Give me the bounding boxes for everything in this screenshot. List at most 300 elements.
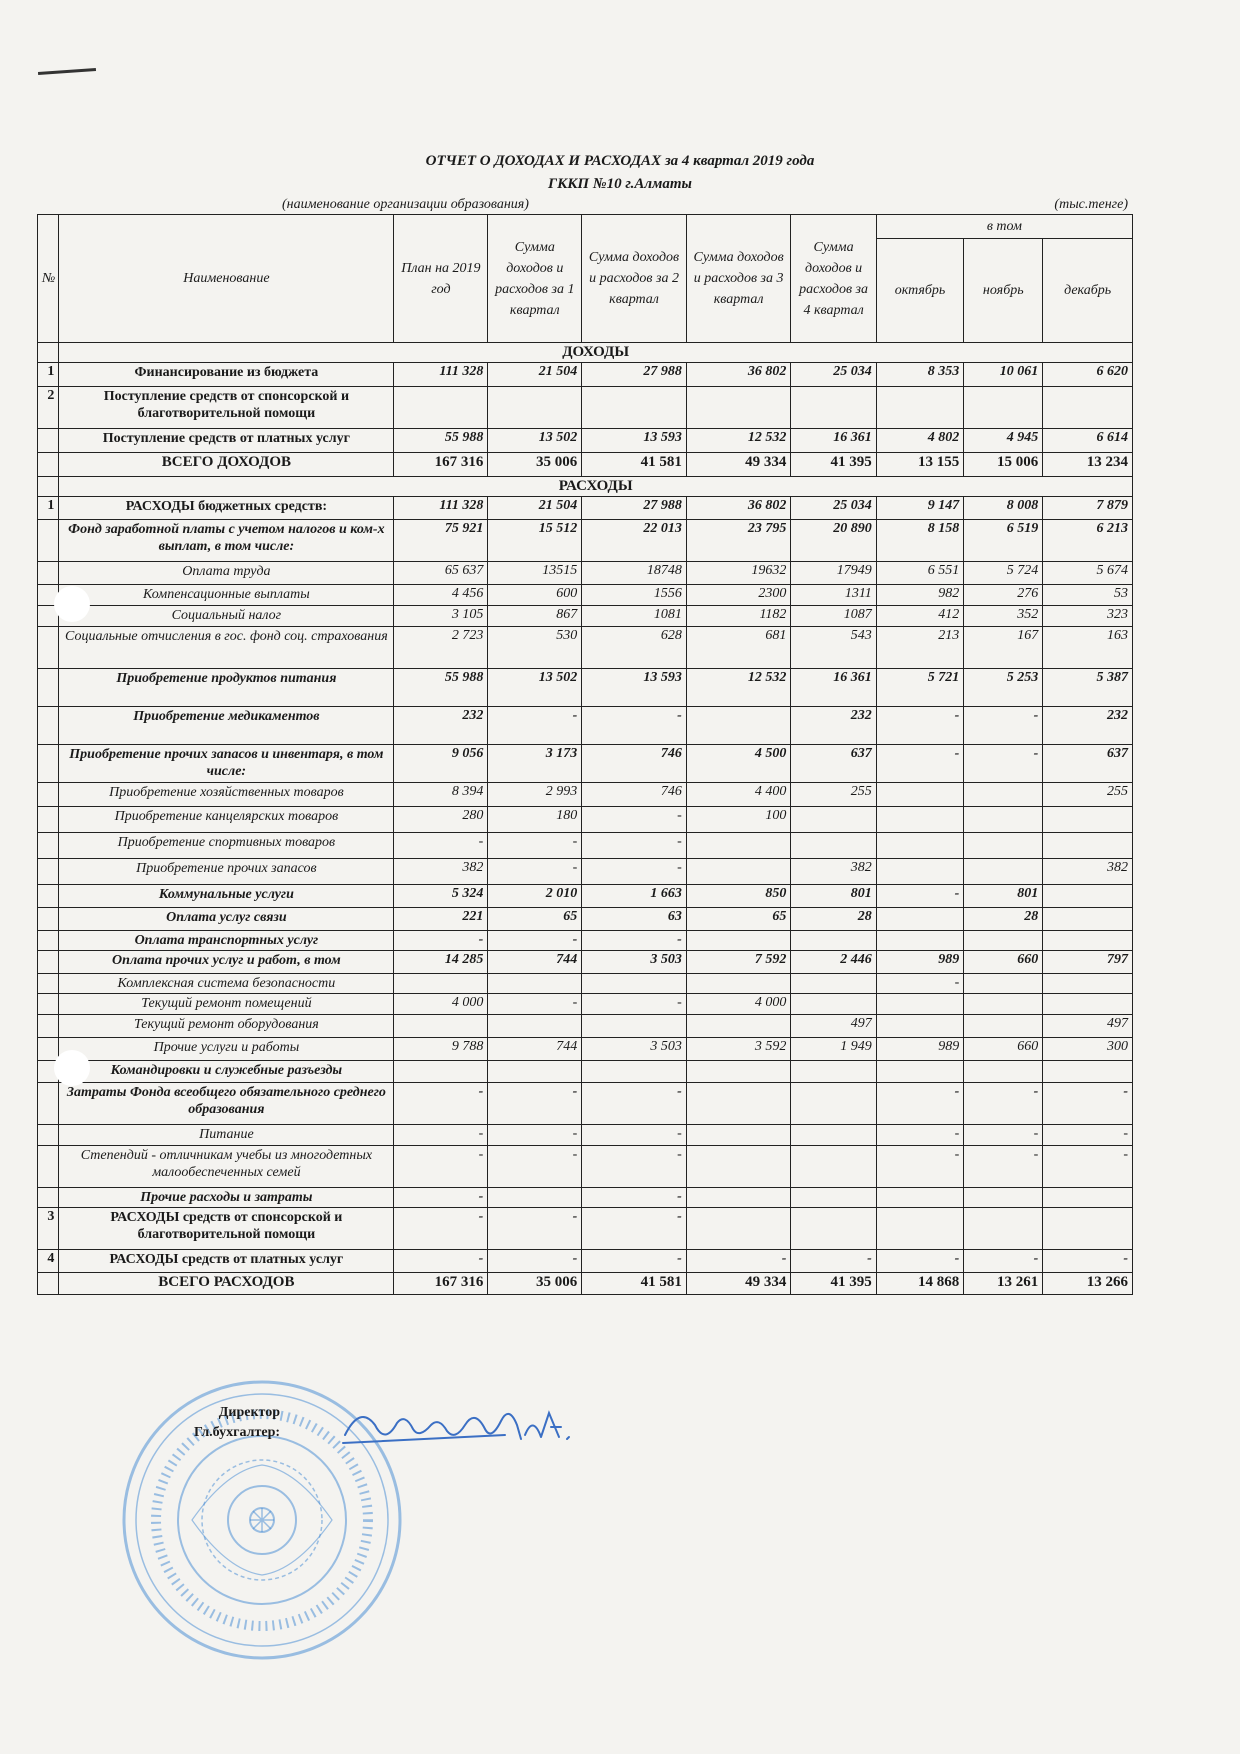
row-name: Текущий ремонт оборудования — [59, 1015, 394, 1038]
row-number — [38, 807, 59, 833]
cell-plan: 65 637 — [394, 562, 488, 585]
cell-q1: - — [488, 1146, 582, 1188]
cell-q3 — [686, 931, 791, 951]
row-number — [38, 859, 59, 885]
cell-q2: - — [582, 1208, 687, 1250]
cell-q2: 22 013 — [582, 520, 687, 562]
cell-dec: 382 — [1043, 859, 1133, 885]
cell-dec: 7 879 — [1043, 497, 1133, 520]
cell-q1: 13 502 — [488, 669, 582, 707]
row-name: Приобретение продуктов питания — [59, 669, 394, 707]
cell-q4: 1087 — [791, 606, 876, 627]
cell-q3: 12 532 — [686, 669, 791, 707]
cell-plan: - — [394, 833, 488, 859]
cell-oct: 14 868 — [876, 1273, 964, 1295]
cell-q1: 21 504 — [488, 363, 582, 387]
cell-oct — [876, 1061, 964, 1083]
organization-name: ГККП №10 г.Алматы — [548, 176, 692, 192]
cell-q3 — [686, 387, 791, 429]
cell-q1: 867 — [488, 606, 582, 627]
cell-q2: - — [582, 1250, 687, 1273]
cell-plan: 111 328 — [394, 363, 488, 387]
table-body — [38, 343, 1133, 1295]
row-number: 3 — [38, 1208, 59, 1250]
row-number — [38, 974, 59, 994]
cell-plan: 221 — [394, 908, 488, 931]
cell-q1: 13515 — [488, 562, 582, 585]
cell-nov — [964, 783, 1043, 807]
cell-q4 — [791, 994, 876, 1015]
cell-q1: 2 010 — [488, 885, 582, 908]
cell-q1: - — [488, 1250, 582, 1273]
cell-nov — [964, 931, 1043, 951]
cell-dec — [1043, 1208, 1133, 1250]
cell-oct: - — [876, 974, 964, 994]
table-row — [38, 951, 1133, 974]
row-name: Прочие услуги и работы — [59, 1038, 394, 1061]
row-name: Оплата труда — [59, 562, 394, 585]
cell-q3: 100 — [686, 807, 791, 833]
cell-oct: - — [876, 707, 964, 745]
table-row — [38, 885, 1133, 908]
cell-q1 — [488, 1061, 582, 1083]
cell-q3: 4 500 — [686, 745, 791, 783]
cell-plan: - — [394, 1250, 488, 1273]
row-name: Командировки и служебные разъезды — [59, 1061, 394, 1083]
cell-plan: 9 788 — [394, 1038, 488, 1061]
table-row — [38, 1038, 1133, 1061]
accountant-label: Гл.бухгалтер: — [194, 1425, 281, 1440]
table-row — [38, 931, 1133, 951]
cell-q3: 12 532 — [686, 429, 791, 453]
cell-q2: 27 988 — [582, 363, 687, 387]
cell-oct — [876, 387, 964, 429]
table-row — [38, 1061, 1133, 1083]
cell-dec: 5 387 — [1043, 669, 1133, 707]
cell-plan: - — [394, 931, 488, 951]
table-row — [38, 1146, 1133, 1188]
cell-nov — [964, 387, 1043, 429]
row-number — [38, 908, 59, 931]
cell-q3 — [686, 859, 791, 885]
row-name: Социальный налог — [59, 606, 394, 627]
table-row — [38, 1273, 1133, 1295]
cell-q2: 13 593 — [582, 669, 687, 707]
cell-oct — [876, 1015, 964, 1038]
cell-q2: 41 581 — [582, 1273, 687, 1295]
cell-q2: 13 593 — [582, 429, 687, 453]
cell-q3 — [686, 833, 791, 859]
cell-dec: 300 — [1043, 1038, 1133, 1061]
table-row — [38, 807, 1133, 833]
cell-oct — [876, 908, 964, 931]
section-expense — [38, 477, 1133, 497]
cell-q4 — [791, 1208, 876, 1250]
cell-q1 — [488, 387, 582, 429]
cell-dec: - — [1043, 1083, 1133, 1125]
table-row — [38, 562, 1133, 585]
cell-q4 — [791, 1188, 876, 1208]
cell-plan: 8 394 — [394, 783, 488, 807]
row-number — [38, 1125, 59, 1146]
cell-oct: 6 551 — [876, 562, 964, 585]
section-income — [38, 343, 1133, 363]
cell-q4 — [791, 387, 876, 429]
row-number — [38, 783, 59, 807]
cell-q1: - — [488, 1083, 582, 1125]
page-corner-mark — [38, 68, 96, 75]
row-name: Приобретение спортивных товаров — [59, 833, 394, 859]
table-row — [38, 669, 1133, 707]
cell-dec: 637 — [1043, 745, 1133, 783]
cell-q4: 41 395 — [791, 1273, 876, 1295]
cell-q3: 23 795 — [686, 520, 791, 562]
cell-q1: 744 — [488, 1038, 582, 1061]
cell-q1: 21 504 — [488, 497, 582, 520]
cell-nov — [964, 1015, 1043, 1038]
cell-nov — [964, 1188, 1043, 1208]
cell-plan: - — [394, 1208, 488, 1250]
cell-plan: - — [394, 1125, 488, 1146]
header-q1: Сумма доходов и расходов за 1 квартал — [488, 215, 582, 343]
cell-nov — [964, 1061, 1043, 1083]
cell-q2: - — [582, 1146, 687, 1188]
cell-q2 — [582, 1061, 687, 1083]
row-name: Комплексная система безопасности — [59, 974, 394, 994]
cell-q1: 65 — [488, 908, 582, 931]
cell-q2: 3 503 — [582, 1038, 687, 1061]
cell-q2: 746 — [582, 745, 687, 783]
row-number — [38, 453, 59, 477]
cell-q2: - — [582, 859, 687, 885]
cell-dec — [1043, 885, 1133, 908]
cell-oct — [876, 931, 964, 951]
row-name: Питание — [59, 1125, 394, 1146]
cell-dec: 6 213 — [1043, 520, 1133, 562]
cell-q4: 25 034 — [791, 497, 876, 520]
row-number — [38, 1188, 59, 1208]
row-number — [38, 885, 59, 908]
cell-q3 — [686, 1015, 791, 1038]
cell-q1: 180 — [488, 807, 582, 833]
table-row — [38, 1208, 1133, 1250]
cell-q4: 25 034 — [791, 363, 876, 387]
cell-q3 — [686, 1083, 791, 1125]
section-expense-label: РАСХОДЫ — [59, 477, 1133, 497]
row-number — [38, 931, 59, 951]
cell-q2: - — [582, 707, 687, 745]
cell-q1: - — [488, 1125, 582, 1146]
row-number — [38, 994, 59, 1015]
table-row — [38, 994, 1133, 1015]
cell-q2: - — [582, 931, 687, 951]
cell-dec: 6 620 — [1043, 363, 1133, 387]
cell-q4: 497 — [791, 1015, 876, 1038]
cell-dec: 163 — [1043, 627, 1133, 669]
cell-q4 — [791, 974, 876, 994]
row-name: Фонд заработной платы с учетом налогов и ком-х выплат, в том числе: — [59, 520, 394, 562]
table-row — [38, 908, 1133, 931]
row-number — [38, 707, 59, 745]
cell-oct — [876, 1188, 964, 1208]
cell-plan — [394, 1061, 488, 1083]
header-q4: Сумма доходов и расходов за 4 квартал — [791, 215, 876, 343]
cell-q4: 17949 — [791, 562, 876, 585]
cell-oct: 8 158 — [876, 520, 964, 562]
header-name: Наименование — [59, 215, 394, 343]
table-row — [38, 497, 1133, 520]
cell-q1: - — [488, 931, 582, 951]
section-number-cell — [38, 477, 59, 497]
cell-nov: - — [964, 1250, 1043, 1273]
cell-oct — [876, 994, 964, 1015]
cell-q1: 600 — [488, 585, 582, 606]
row-number — [38, 745, 59, 783]
cell-dec: 797 — [1043, 951, 1133, 974]
table-row — [38, 707, 1133, 745]
cell-plan — [394, 387, 488, 429]
cell-dec — [1043, 931, 1133, 951]
cell-oct: - — [876, 745, 964, 783]
row-number — [38, 951, 59, 974]
cell-oct: 213 — [876, 627, 964, 669]
header-including: в том — [876, 215, 1132, 239]
cell-q1 — [488, 1188, 582, 1208]
cell-nov: 6 519 — [964, 520, 1043, 562]
row-name: Степендий - отличникам учебы из многодетных малообеспеченных семей — [59, 1146, 394, 1188]
cell-q2: - — [582, 807, 687, 833]
cell-q3: 19632 — [686, 562, 791, 585]
cell-q4: 232 — [791, 707, 876, 745]
table-row — [38, 1250, 1133, 1273]
cell-q1 — [488, 1015, 582, 1038]
table-header — [38, 215, 1133, 343]
row-name: ВСЕГО ДОХОДОВ — [59, 453, 394, 477]
cell-q3: 3 592 — [686, 1038, 791, 1061]
section-income-label: ДОХОДЫ — [59, 343, 1133, 363]
cell-q3 — [686, 974, 791, 994]
cell-dec: 13 266 — [1043, 1273, 1133, 1295]
director-signature — [335, 1395, 635, 1465]
row-number — [38, 562, 59, 585]
cell-q4: 16 361 — [791, 429, 876, 453]
cell-q3: 49 334 — [686, 1273, 791, 1295]
cell-q1: - — [488, 1208, 582, 1250]
punch-hole-bottom — [54, 1050, 90, 1086]
table-row — [38, 783, 1133, 807]
cell-q2: 41 581 — [582, 453, 687, 477]
cell-oct: 412 — [876, 606, 964, 627]
cell-dec — [1043, 1188, 1133, 1208]
cell-q2: 628 — [582, 627, 687, 669]
cell-q1 — [488, 974, 582, 994]
cell-q3: 850 — [686, 885, 791, 908]
cell-q2: 18748 — [582, 562, 687, 585]
section-number-cell — [38, 343, 59, 363]
row-name: Социальные отчисления в гос. фонд соц. страхования — [59, 627, 394, 669]
row-number — [38, 627, 59, 669]
table-row — [38, 1015, 1133, 1038]
cell-q4: 28 — [791, 908, 876, 931]
table-row — [38, 363, 1133, 387]
cell-q4 — [791, 931, 876, 951]
cell-nov — [964, 1208, 1043, 1250]
table-row — [38, 387, 1133, 429]
table-row — [38, 974, 1133, 994]
table-row — [38, 859, 1133, 885]
cell-oct — [876, 783, 964, 807]
cell-nov: 660 — [964, 951, 1043, 974]
table-row — [38, 745, 1133, 783]
cell-dec: 255 — [1043, 783, 1133, 807]
row-name: РАСХОДЫ бюджетных средств: — [59, 497, 394, 520]
cell-plan: 55 988 — [394, 429, 488, 453]
cell-nov: - — [964, 707, 1043, 745]
cell-q1: 15 512 — [488, 520, 582, 562]
cell-q1: 744 — [488, 951, 582, 974]
table-row — [38, 1083, 1133, 1125]
row-name: Финансирование из бюджета — [59, 363, 394, 387]
cell-plan: 55 988 — [394, 669, 488, 707]
cell-q3 — [686, 1125, 791, 1146]
cell-plan: - — [394, 1083, 488, 1125]
cell-nov: 167 — [964, 627, 1043, 669]
row-number — [38, 1038, 59, 1061]
cell-nov — [964, 994, 1043, 1015]
cell-plan: 167 316 — [394, 453, 488, 477]
cell-q2: 1556 — [582, 585, 687, 606]
row-name: РАСХОДЫ средств от платных услуг — [59, 1250, 394, 1273]
row-name: Оплата транспортных услуг — [59, 931, 394, 951]
cell-q2: - — [582, 1188, 687, 1208]
cell-oct: 4 802 — [876, 429, 964, 453]
cell-q4: - — [791, 1250, 876, 1273]
cell-oct: - — [876, 1125, 964, 1146]
cell-oct — [876, 859, 964, 885]
cell-oct: 989 — [876, 1038, 964, 1061]
cell-q1: 13 502 — [488, 429, 582, 453]
cell-nov: - — [964, 1083, 1043, 1125]
cell-plan: - — [394, 1188, 488, 1208]
cell-q3 — [686, 707, 791, 745]
cell-oct: 989 — [876, 951, 964, 974]
cell-q3: 36 802 — [686, 363, 791, 387]
cell-q4 — [791, 807, 876, 833]
table-row — [38, 1125, 1133, 1146]
table-row — [38, 1188, 1133, 1208]
table-row — [38, 627, 1133, 669]
cell-oct: 13 155 — [876, 453, 964, 477]
row-name: Текущий ремонт помещений — [59, 994, 394, 1015]
cell-q2: - — [582, 1125, 687, 1146]
cell-q2 — [582, 387, 687, 429]
cell-dec: 53 — [1043, 585, 1133, 606]
cell-q3 — [686, 1061, 791, 1083]
cell-nov: - — [964, 1146, 1043, 1188]
cell-q4: 41 395 — [791, 453, 876, 477]
table-row — [38, 429, 1133, 453]
cell-dec: - — [1043, 1250, 1133, 1273]
cell-q4 — [791, 1083, 876, 1125]
cell-q3: 65 — [686, 908, 791, 931]
cell-q1: 2 993 — [488, 783, 582, 807]
row-name: Приобретение хозяйственных товаров — [59, 783, 394, 807]
cell-plan — [394, 1015, 488, 1038]
row-name: Компенсационные выплаты — [59, 585, 394, 606]
row-name: ВСЕГО РАСХОДОВ — [59, 1273, 394, 1295]
cell-plan: 75 921 — [394, 520, 488, 562]
cell-q1: 3 173 — [488, 745, 582, 783]
cell-q2: - — [582, 833, 687, 859]
cell-oct: - — [876, 885, 964, 908]
cell-q2: 746 — [582, 783, 687, 807]
row-name: Затраты Фонда всеобщего обязательного среднего образования — [59, 1083, 394, 1125]
header-october: октябрь — [876, 239, 964, 343]
cell-plan: 2 723 — [394, 627, 488, 669]
cell-nov: 801 — [964, 885, 1043, 908]
cell-dec — [1043, 807, 1133, 833]
header-plan: План на 2019 год — [394, 215, 488, 343]
cell-plan: 382 — [394, 859, 488, 885]
cell-nov — [964, 833, 1043, 859]
cell-q1: 530 — [488, 627, 582, 669]
cell-dec: 13 234 — [1043, 453, 1133, 477]
signature-block — [194, 1403, 280, 1443]
cell-q2 — [582, 974, 687, 994]
cell-oct — [876, 807, 964, 833]
row-name: Коммунальные услуги — [59, 885, 394, 908]
cell-q3: 49 334 — [686, 453, 791, 477]
cell-q3: 4 000 — [686, 994, 791, 1015]
cell-nov: 352 — [964, 606, 1043, 627]
row-number — [38, 833, 59, 859]
header-q3: Сумма доходов и расходов за 3 квартал — [686, 215, 791, 343]
cell-dec: 5 674 — [1043, 562, 1133, 585]
cell-q4 — [791, 1125, 876, 1146]
cell-q2: 1 663 — [582, 885, 687, 908]
cell-nov: - — [964, 745, 1043, 783]
table-row — [38, 520, 1133, 562]
cell-nov — [964, 974, 1043, 994]
cell-nov: 276 — [964, 585, 1043, 606]
cell-q2: 1081 — [582, 606, 687, 627]
cell-q2: 63 — [582, 908, 687, 931]
cell-dec: 232 — [1043, 707, 1133, 745]
cell-oct: 8 353 — [876, 363, 964, 387]
cell-q4: 1 949 — [791, 1038, 876, 1061]
cell-oct: 982 — [876, 585, 964, 606]
cell-plan: 232 — [394, 707, 488, 745]
cell-dec — [1043, 908, 1133, 931]
cell-oct — [876, 833, 964, 859]
cell-nov: 15 006 — [964, 453, 1043, 477]
cell-oct: - — [876, 1250, 964, 1273]
cell-plan: 5 324 — [394, 885, 488, 908]
cell-nov: 5 724 — [964, 562, 1043, 585]
row-name: Приобретение медикаментов — [59, 707, 394, 745]
cell-plan: 14 285 — [394, 951, 488, 974]
row-number — [38, 669, 59, 707]
table-row — [38, 606, 1133, 627]
cell-dec — [1043, 387, 1133, 429]
report-title: ОТЧЕТ О ДОХОДАХ И РАСХОДАХ за 4 квартал 2019 года — [425, 153, 815, 169]
cell-nov: 8 008 — [964, 497, 1043, 520]
cell-q4: 382 — [791, 859, 876, 885]
cell-oct: - — [876, 1083, 964, 1125]
cell-nov: 5 253 — [964, 669, 1043, 707]
row-number — [38, 1273, 59, 1295]
cell-nov — [964, 807, 1043, 833]
